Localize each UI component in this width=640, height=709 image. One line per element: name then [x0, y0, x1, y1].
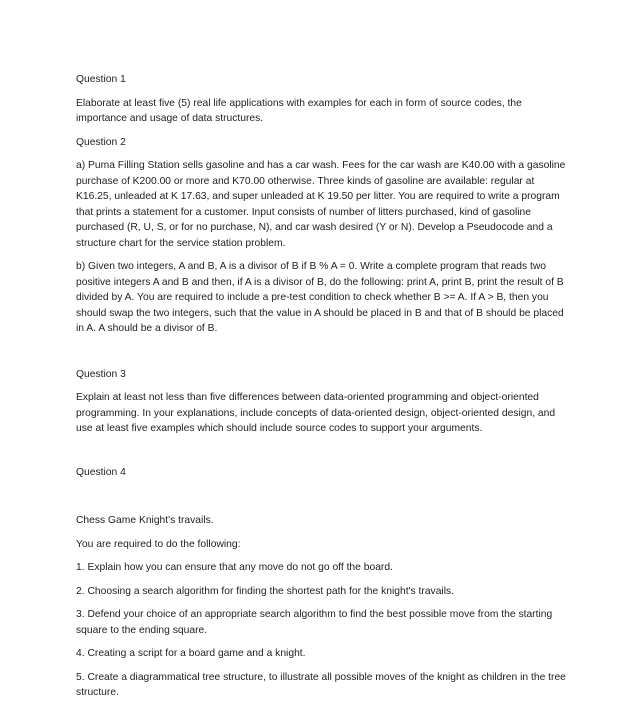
question-3-heading: Question 3	[76, 368, 126, 380]
question-3-body: Explain at least not less than five differences between data-oriented programming and object-oriented programming. In your explanations, include concepts of data-oriented design, object-oriented design, and use at least five examples which should include source codes to support your arguments.	[76, 392, 556, 434]
question-4-item: 4. Creating a script for a board game and a knight.	[76, 648, 306, 659]
question-4-item: 3. Defend your choice of an appropriate search algorithm to find the best possible move from the starting square to the ending square.	[76, 609, 553, 636]
question-4-item: 5. Create a diagrammatical tree structure, to illustrate all possible moves of the knight as children in the tree structure.	[76, 671, 566, 698]
question-4-item: 1. Explain how you can ensure that any move do not go off the board.	[76, 562, 393, 573]
question-1-body: Elaborate at least five (5) real life applications with examples for each in form of source codes, the importance and usage of data structures.	[76, 97, 522, 124]
spacer	[76, 488, 568, 513]
question-4-title: Chess Game Knight's travails.	[76, 515, 214, 526]
question-4-intro: You are required to do the following:	[76, 538, 241, 550]
question-1-heading: Question 1	[76, 74, 126, 85]
question-4-heading: Question 4	[76, 466, 126, 478]
document-page	[76, 72, 568, 709]
question-2-heading: Question 2	[76, 136, 126, 148]
question-4-item: 2. Choosing a search algorithm for finding the shortest path for the knight's travails.	[76, 585, 455, 597]
spacer	[76, 445, 568, 465]
question-2-part-b: b) Given two integers, A and B, A is a divisor of B if B % A = 0. Write a complete program that reads two positive integers A and B and then, if A is a divisor of B, do the following: print A, print B, print the result of B divided by A. You are required to include a pre-test condition to check whether B >= A. If A > B, then you should swap the two integers, such that the value in A should be placed in B and that of B should be placed in A. A should be a divisor of B.	[76, 261, 564, 334]
spacer	[76, 345, 568, 367]
question-2-part-a: a) Puma Filling Station sells gasoline and has a car wash. Fees for the car wash are K40.00 with a gasoline purchase of K200.00 or more and K70.00 otherwise. Three kinds of gasoline are available: regular at K16.25, unleaded at K 17.63, and super unleaded at K 19.50 per litter. You are required to write a program that prints a statement for a customer. Input consists of number of litters purchased, kind of gasoline purchased (R, U, S, or for no purchase, N), and car wash desired (Y or N). Develop a Pseudocode and a structure chart for the service station problem.	[76, 160, 566, 249]
